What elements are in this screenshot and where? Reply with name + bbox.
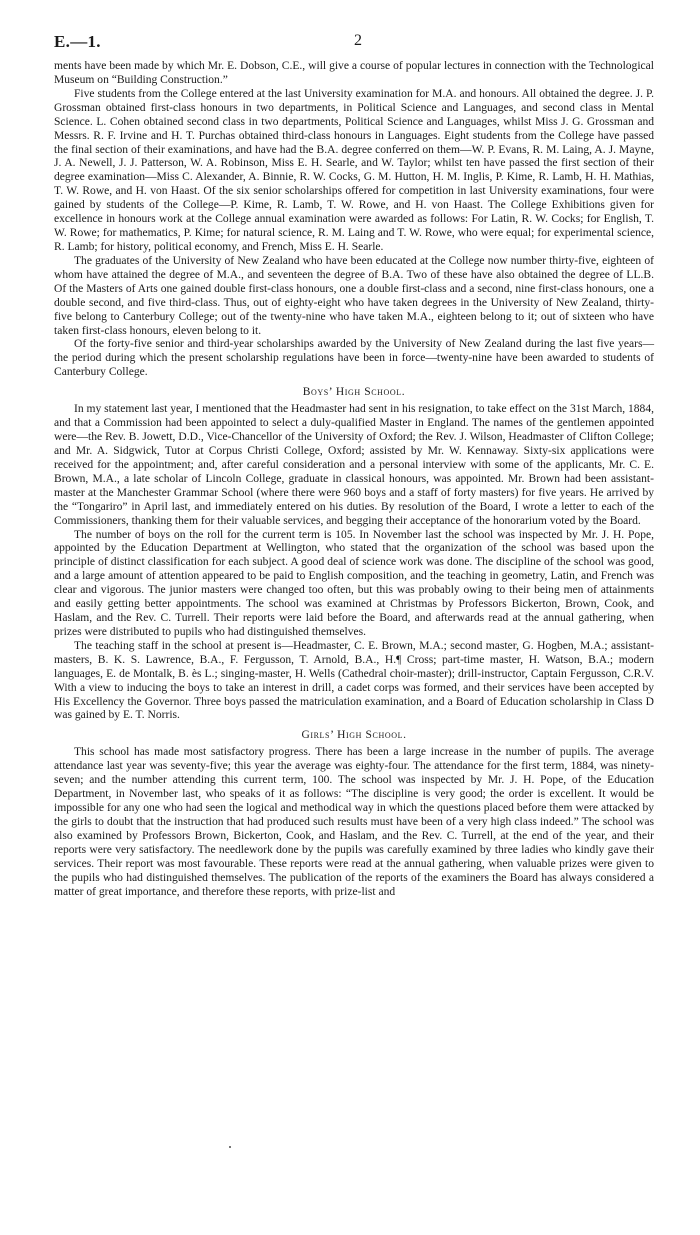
- paragraph: This school has made most satisfactory progress. There has been a large increase in the number of pupils. The average attendance last year was seventy-five; this year the average was eighty-four. The attendance for the first term, 1884, was ninety-seven; and the number attending this current term, 100. The school was inspected by Mr. J. H. Pope, of the Education Department, in November last, who speaks of it as follows: “The discipline is very good; the order is excellent. It would be impossible for any one who had seen the logical and methodical way in which the questions placed before them were attacked by the girls to doubt that the instruction that had produced such results must have been of a very high class indeed.” The school was also examined by Professors Brown, Bickerton, Cook, and Haslam, and the Rev. C. Turrell, at the end of the year, and their reports were very satisfactory. The needlework done by the pupils was carefully examined by three ladies who kindly gave their services. Their report was most favourable. These reports were read at the annual gathering, when valuable prizes were given to the pupils who had distinguished themselves. The publication of the reports of the examiners the Board has always considered a matter of great importance, and therefore these reports, with prize-list and: [54, 746, 654, 898]
- page-number: 2: [354, 32, 362, 49]
- document-reference: E.—1.: [54, 32, 101, 51]
- section-heading-boys-high-school: Boys’ High School.: [302, 386, 406, 399]
- paragraph: ments have been made by which Mr. E. Dobson, C.E., will give a course of popular lectures in connection with the Technological Museum on “Building Construction.”: [54, 60, 654, 86]
- paragraph: In my statement last year, I mentioned that the Headmaster had sent in his resignation, to take effect on the 31st March, 1884, and that a Commission had been appointed to select a duly-qualified Master in England. The names of the gentlemen appointed were—the Rev. B. Jowett, D.D., Vice-Chancellor of the University of Oxford; the Rev. J. Wilson, Headmaster of Clifton College; and Mr. A. Sidgwick, Tutor at Corpus Christi College, Oxford; assisted by Mr. W. Kennaway. Sixty-six applications were received for the appointment; and, after careful consideration and a personal interview with some of the applicants, Mr. C. E. Brown, M.A., a late scholar of Lincoln College, graduate in classical honours, was appointed. Mr. Brown had been assistant-master at the Manchester Grammar School (where there were 960 boys and a staff of forty masters) for five years. He arrived by the “Tongariro” in April last, and immediately entered on his duties. By resolution of the Board, I wrote a letter to each of the Commissioners, thanking them for their valuable services, and begging their acceptance of the honorarium voted by the Board.: [54, 403, 654, 527]
- paragraph: Five students from the College entered at the last University examination for M.A. and honours. All obtained the degree. J. P. Grossman obtained first-class honours in two departments, in Political Science and Languages, and second class in Mental Science. L. Cohen obtained second class in two departments, Political Science and Languages, whilst Miss J. G. Grossman and Messrs. R. F. Irvine and H. T. Purchas obtained third-class honours in Languages. Eight students from the College have passed the final section of their examinations, and have had the B.A. degree conferred on them—W. P. Evans, R. M. Laing, A. J. Mayne, J. A. Newell, J. J. Patterson, W. A. Robinson, Miss E. H. Searle, and W. Taylor; whilst ten have passed the first section of their degree examination—Miss C. Alexander, A. Binnie, R. W. Cocks, G. M. Hutton, H. M. Inglis, P. Kime, R. Lamb, H. H. Mathias, T. W. Rowe, and H. von Haast. Of the six senior scholarships offered for competition in last University examinations, four were gained by students of the College—P. Kime, R. Lamb, T. W. Rowe, and H. von Haast. The College Exhibitions given for excellence in honours work at the College annual examination were awarded as follows: For Latin, R. W. Cocks; for English, T. W. Rowe; for mathematics, P. Kime; for natural science, R. M. Laing and T. W. Rowe, who were equal; for experimental science, R. Lamb; for history, political economy, and French, Miss E. H. Searle.: [54, 87, 654, 253]
- page-header: [54, 30, 654, 60]
- paragraph: The graduates of the University of New Zealand who have been educated at the College now number thirty-five, eighteen of whom have attained the degree of M.A., and seventeen the degree of B.A. Two of these have also obtained the degree of LL.B. Of the Masters of Arts one gained double first-class honours, one a double first-class and a second, nine first-class honours, one a double second, and five third-class. Thus, out of eighty-eight who have taken degrees in the University of New Zealand, thirty-five belong to Canterbury College; out of the twenty-nine who have taken M.A., eighteen belong to it; out of sixteen who have taken first-class honours, eleven belong to it.: [54, 254, 654, 337]
- paragraph: The teaching staff in the school at present is—Headmaster, C. E. Brown, M.A.; second master, G. Hogben, M.A.; assistant-masters, B. K. S. Lawrence, B.A., F. Fergusson, T. Arnold, B.A., H.¶ Cross; part-time master, H. Watson, B.A.; modern languages, E. de Montalk, B. ès L.; singing-master, H. Wells (Cathedral choir-master); drill-instructor, Captain Fergusson, C.R.V. With a view to inducing the boys to take an interest in drill, a cadet corps was formed, and their services have been accepted by His Excellency the Governor. Three boys passed the matriculation examination, and a Board of Education scholarship in Class D was gained by E. T. Norris.: [54, 639, 654, 722]
- document-body: [54, 60, 654, 900]
- section-heading-girls-high-school: Girls’ High School.: [301, 729, 407, 742]
- paragraph: The number of boys on the roll for the current term is 105. In November last the school was inspected by Mr. J. H. Pope, appointed by the Education Department at Wellington, who stated that the organization of the school was based upon the principle of distinct classification for each subject. A good deal of science work was done. The discipline of the school was good, and a large amount of attention appeared to be paid to English composition, and the teaching in geometry, Latin, and French was clear and vigorous. The junior masters were changed too often, but this was probably owing to their being men of attainments and easily getting better appointments. The school was examined at Christmas by Professors Bickerton, Brown, Cook, and Haslam, and the Rev. C. Turrell. Their reports were laid before the Board, and afterwards read at the annual gathering, when prizes were distributed to pupils who had distinguished themselves.: [54, 528, 654, 638]
- paragraph: Of the forty-five senior and third-year scholarships awarded by the University of New Zealand during the last five years—the period during which the present scholarship regulations have been in force—twenty-nine have been awarded to students of Canterbury College.: [54, 338, 654, 379]
- print-speck: [229, 1146, 231, 1148]
